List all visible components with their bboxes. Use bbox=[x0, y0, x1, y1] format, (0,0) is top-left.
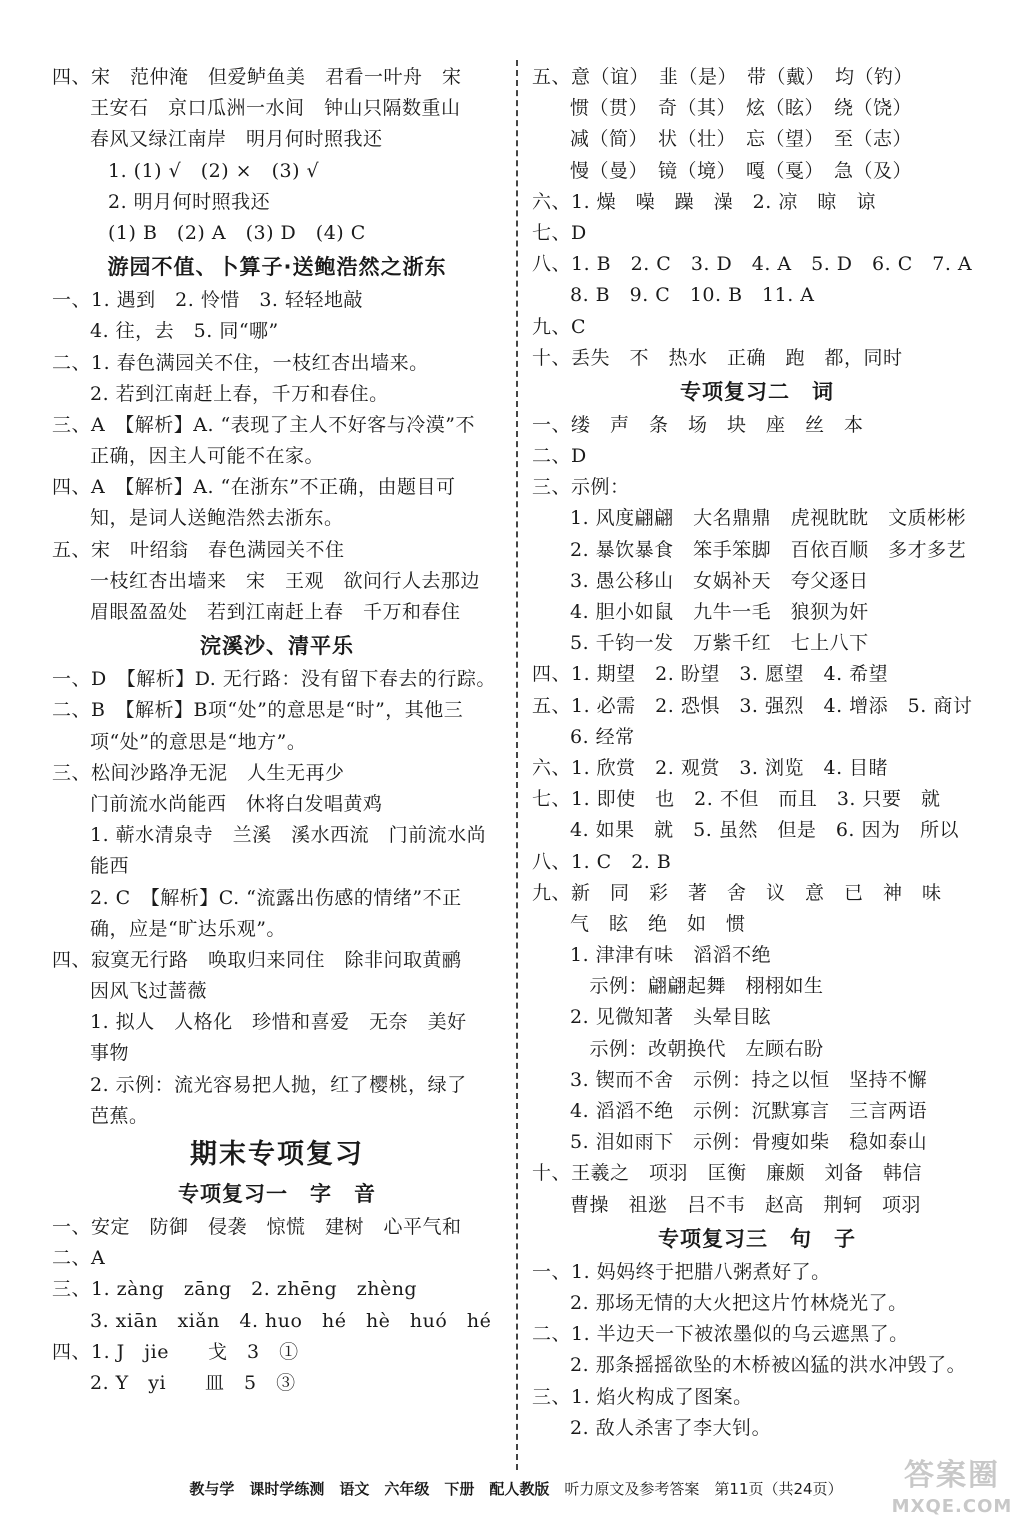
answer-line: 2. 见微知著 头晕目眩 bbox=[570, 1006, 772, 1029]
answer-line: 2. 若到江南赶上春，千万和春住。 bbox=[90, 382, 389, 405]
answer-line: 八、1. B 2. C 3. D 4. A 5. D 6. C 7. A bbox=[532, 253, 973, 276]
answer-line: 正确，因主人可能不在家。 bbox=[90, 445, 325, 468]
answer-line: 三、1. 焰火构成了图案。 bbox=[532, 1385, 753, 1408]
answer-line: 4. 往，去 5. 同“哪” bbox=[90, 320, 279, 343]
answer-line: 3. 愚公移山 女娲补天 夸父逐日 bbox=[570, 569, 869, 592]
answer-line: 示例：翩翩起舞 栩栩如生 bbox=[570, 975, 824, 998]
answer-line: 5. 千钧一发 万紫千红 七上八下 bbox=[570, 632, 869, 655]
answer-line: 九、新 同 彩 著 舍 议 意 已 神 味 bbox=[532, 881, 942, 904]
answer-line: 3. xiān xiǎn 4. huo hé hè huó hé bbox=[90, 1309, 492, 1332]
answer-line: 1. 津津有味 滔滔不绝 bbox=[570, 944, 772, 967]
answer-line: 2. 明月何时照我还 bbox=[108, 190, 271, 213]
answer-line: 三、A 【解析】A. “表现了主人不好客与冷漠”不 bbox=[52, 413, 475, 436]
section-heading: 专项复习三 句 子 bbox=[658, 1226, 856, 1251]
answer-line: 4. 胆小如鼠 九牛一毛 狼狈为奸 bbox=[570, 601, 869, 623]
answer-line: 知，是词人送鲍浩然去浙东。 bbox=[90, 507, 344, 530]
answer-line: 九、C bbox=[532, 315, 587, 338]
answer-line: 五、意（谊） 韭（是） 带（戴） 均（钓） bbox=[532, 66, 914, 88]
footer-page-info: 听力原文及参考答案 第11页（共24页） bbox=[549, 1480, 843, 1498]
answer-line: 三、示例： bbox=[532, 476, 630, 499]
answer-line: 六、1. 燥 噪 躁 澡 2. 凉 晾 谅 bbox=[532, 190, 876, 213]
answer-line: 2. 那场无情的大火把这片竹林烧光了。 bbox=[570, 1291, 908, 1314]
answer-line: 四、1. 期望 2. 盼望 3. 愿望 4. 希望 bbox=[532, 663, 889, 686]
answer-line: 四、宋 范仲淹 但爱鲈鱼美 君看一叶舟 宋 bbox=[52, 66, 462, 88]
answer-line: 5. 泪如雨下 示例：骨瘦如柴 稳如泰山 bbox=[570, 1131, 928, 1154]
watermark-url: MXQE.COM bbox=[891, 1496, 1013, 1517]
watermark-title: 答案圈 bbox=[904, 1458, 1000, 1493]
answer-line: 示例：改朝换代 左顾右盼 bbox=[570, 1037, 824, 1060]
page-footer bbox=[0, 1478, 1032, 1499]
answer-line: 五、1. 必需 2. 恐惧 3. 强烈 4. 增添 5. 商讨 bbox=[532, 694, 973, 717]
answer-line: 二、B 【解析】B项“处”的意思是“时”，其他三 bbox=[52, 699, 464, 722]
answer-line: 春风又绿江南岸 明月何时照我还 bbox=[90, 128, 383, 151]
answer-line: 气 眩 绝 如 惯 bbox=[570, 912, 746, 935]
answer-line: 因风飞过蔷薇 bbox=[90, 980, 208, 1003]
answer-line: 二、D bbox=[532, 445, 587, 468]
answer-line: 1. 风度翩翩 大名鼎鼎 虎视眈眈 文质彬彬 bbox=[570, 507, 967, 530]
column-divider bbox=[516, 60, 518, 1470]
answer-line: 十、丢失 不 热水 正确 跑 都，同时 bbox=[532, 346, 903, 369]
left-column bbox=[52, 62, 502, 1399]
answer-line: 二、1. 春色满园关不住，一枝红杏出墙来。 bbox=[52, 351, 429, 374]
answer-line: 3. 锲而不舍 示例：持之以恒 坚持不懈 bbox=[570, 1068, 928, 1091]
answer-line: 2. 暴饮暴食 笨手笨脚 百依百顺 多才多艺 bbox=[570, 538, 967, 561]
answer-line: 2. C 【解析】C. “流露出伤感的情绪”不正 bbox=[90, 886, 462, 909]
answer-line: 二、1. 半边天一下被浓墨似的乌云遮黑了。 bbox=[532, 1323, 909, 1346]
answer-line: 七、1. 即使 也 2. 不但 而且 3. 只要 就 bbox=[532, 788, 941, 811]
answer-line: 二、A bbox=[52, 1247, 106, 1270]
answer-line: 一、缕 声 条 场 块 座 丝 本 bbox=[532, 413, 864, 436]
answer-line: 惯（贯） 奇（其） 炫（眩） 绕（饶） bbox=[570, 97, 913, 120]
answer-line: 2. 那条摇摇欲坠的木桥被凶猛的洪水冲毁了。 bbox=[570, 1354, 967, 1377]
answer-line: 8. B 9. C 10. B 11. A bbox=[570, 284, 815, 307]
answer-line: 一、D 【解析】D. 无行路：没有留下春去的行踪。 bbox=[52, 668, 496, 691]
answer-line: 1. 拟人 人格化 珍惜和喜爱 无奈 美好 bbox=[90, 1011, 467, 1034]
answer-line: 八、1. C 2. B bbox=[532, 850, 672, 873]
answer-line: 一、安定 防御 侵袭 惊慌 建树 心平气和 bbox=[52, 1216, 462, 1238]
answer-line: 确，应是“旷达乐观”。 bbox=[90, 917, 286, 940]
answer-line: 王安石 京口瓜洲一水间 钟山只隔数重山 bbox=[90, 97, 461, 120]
chapter-heading: 期末专项复习 bbox=[190, 1139, 364, 1170]
answer-line: 门前流水尚能西 休将白发唱黄鸡 bbox=[90, 792, 383, 815]
answer-line: 2. Y yi 皿 5 ③ bbox=[90, 1371, 296, 1394]
answer-line: 五、宋 叶绍翁 春色满园关不住 bbox=[52, 538, 345, 561]
answer-line: 七、D bbox=[532, 221, 587, 244]
right-column bbox=[532, 62, 982, 1444]
answer-line: 六、1. 欣赏 2. 观赏 3. 浏览 4. 目睹 bbox=[532, 756, 889, 779]
answer-line: 四、寂寞无行路 唤取归来同住 除非问取黄鹂 bbox=[52, 948, 462, 971]
section-heading: 专项复习二 词 bbox=[680, 379, 834, 404]
answer-line: 2. 示例：流光容易把人抛，红了樱桃，绿了 bbox=[90, 1073, 467, 1096]
answer-line: 一、1. 妈妈终于把腊八粥煮好了。 bbox=[532, 1260, 831, 1283]
answer-line: 曹操 祖逖 吕不韦 赵高 荆轲 项羽 bbox=[570, 1193, 922, 1216]
answer-line: 4. 滔滔不绝 示例：沉默寡言 三言两语 bbox=[570, 1100, 928, 1122]
section-heading: 浣溪沙、清平乐 bbox=[200, 634, 354, 659]
answer-line: 慢（曼） 镜（境） 嘎（戛） 急（及） bbox=[570, 159, 913, 182]
answer-line: 芭蕉。 bbox=[90, 1104, 149, 1127]
answer-line: 2. 敌人杀害了李大钊。 bbox=[570, 1416, 772, 1439]
section-heading: 专项复习一 字 音 bbox=[178, 1182, 376, 1206]
answer-line: (1) B (2) A (3) D (4) C bbox=[108, 221, 366, 244]
answer-line: 1. 蕲水清泉寺 兰溪 溪水西流 门前流水尚 bbox=[90, 824, 487, 847]
section-heading: 游园不值、卜算子·送鲍浩然之浙东 bbox=[107, 255, 447, 280]
answer-line: 减（简） 状（壮） 忘（望） 至（志） bbox=[570, 128, 913, 151]
answer-line: 事物 bbox=[90, 1042, 130, 1065]
answer-line: 眉眼盈盈处 若到江南赶上春 千万和春住 bbox=[90, 601, 461, 623]
answer-line: 三、1. zàng zāng 2. zhēng zhèng bbox=[52, 1278, 418, 1301]
answer-line: 项“处”的意思是“地方”。 bbox=[90, 730, 307, 753]
answer-line: 4. 如果 就 5. 虽然 但是 6. 因为 所以 bbox=[570, 819, 960, 842]
answer-line: 三、松间沙路净无泥 人生无再少 bbox=[52, 761, 345, 784]
answer-line: 十、王羲之 项羽 匡衡 廉颇 刘备 韩信 bbox=[532, 1162, 923, 1185]
footer-book-info: 教与学 课时学练测 语文 六年级 下册 配人教版 bbox=[189, 1480, 550, 1498]
answer-line: 四、1. J jie 戈 3 ① bbox=[52, 1340, 299, 1363]
answer-line: 能西 bbox=[90, 855, 130, 878]
answer-line: 四、A 【解析】A. “在浙东”不正确，由题目可 bbox=[52, 476, 456, 499]
answer-line: 1. (1) √ (2) × (3) √ bbox=[108, 159, 320, 182]
watermark-logo bbox=[882, 1456, 1022, 1531]
answer-line: 一、1. 遇到 2. 怜惜 3. 轻轻地敲 bbox=[52, 289, 364, 312]
answer-line: 一枝红杏出墙来 宋 王观 欲问行人去那边 bbox=[90, 569, 481, 592]
answer-line: 6. 经常 bbox=[570, 725, 635, 748]
